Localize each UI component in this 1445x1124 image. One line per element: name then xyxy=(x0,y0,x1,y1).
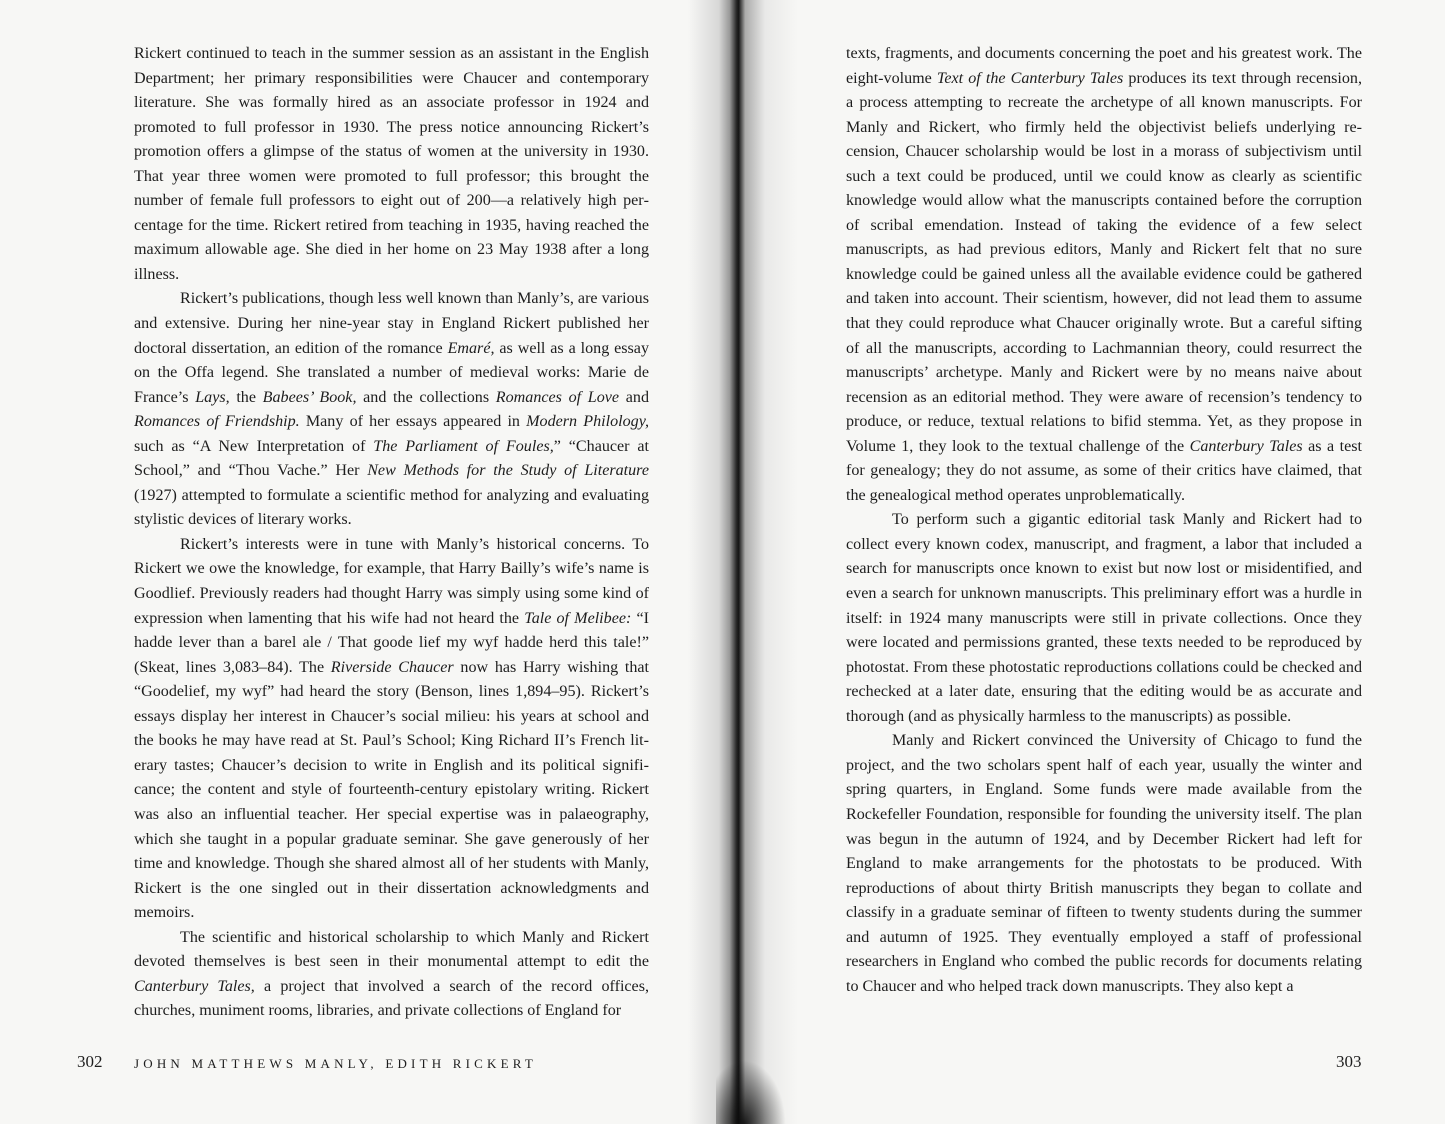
left-paragraph-1: Rickert continued to teach in the summer session as an assistant in the English Department; her primary responsibilities were Chaucer and contemporary literature. She was formally hired as an associate professor in 1924 and promoted to full professor in 1930. The press notice announcing Rickert’s promotion offers a glimpse of the status of women at the university in 1930. That year three women were promoted to full professor; this brought the number of female full professors to eight out of 200—a relatively high percentage for the time. Rickert retired from teaching in 1935, having reached the maximum allowable age. She died in her home on 23 May 1938 after a long illness. xyxy=(134,45,649,283)
gutter-bottom-shadow xyxy=(716,1060,786,1124)
left-paragraph-2: Rickert’s publications, though less well known than Manly’s, are various and extensive. During her nine-year stay in England Rickert published her doctoral dissertation, an edition of the romance Emaré, as well as a long essay on the Offa legend. She translated a number of medieval works: Marie de France’s Lays, the Babees’ Book, and the collections Romances of Love and Romances of Friendship. Many of her essays appeared in Modern Philology, such as “A New Interpretation of The Parliament of Foules,” “Chaucer at School,” and “Thou Vache.” Her New Methods for the Study of Literature (1927) attempted to formulate a scientific method for analyzing and evaluating stylistic devices of literary works. xyxy=(134,290,649,529)
right-page-body xyxy=(846,42,1362,999)
page-number-left: 302 xyxy=(77,1052,103,1071)
right-paragraph-2: To perform such a gigantic editorial task Manly and Rickert had to collect every known codex, manuscript, and fragment, a labor that included a search for manuscripts once known to exist but now lost or misidentified, and even a search for unknown manuscripts. This preliminary effort was a hurdle in itself: in 1924 many manuscripts were still in private collections. Once they were located and permissions granted, these texts needed to be reproduced by photostat. From these photostatic reproductions collations could be checked and rechecked at a later date, ensuring that the editing would be as accurate and thorough (and as physically harmless to the manuscripts) as possible. xyxy=(846,511,1362,725)
page-number-right: 303 xyxy=(1336,1052,1362,1071)
running-head: JOHN MATTHEWS MANLY, EDITH RICKERT xyxy=(134,1056,537,1071)
left-page-body xyxy=(134,42,649,1024)
left-paragraph-4: The scientific and historical scholarship to which Manly and Rickert devoted themselves is best seen in their monumental attempt to edit the Canterbury Tales, a project that involved a search of the record offices, churches, muniment rooms, libraries, and private collections of England for xyxy=(134,928,649,1020)
right-paragraph-3: Manly and Rickert convinced the University of Chicago to fund the project, and the two scholars spent half of each year, usually the winter and spring quarters, in England. Some funds were made available from the Rockefeller Foundation, responsible for founding the university itself. The plan was begun in the autumn of 1924, and by December Rickert had left for England to make arrangements for the photostats to be produced. With reproductions of about thirty British manuscripts they began to collate and classify in a graduate seminar of fifteen to twenty students during the summer and autumn of 1925. They eventually employed a staff of professional researchers in England who combed the public records for documents relating to Chaucer and who helped track down manuscripts. They also kept a xyxy=(846,732,1362,995)
right-paragraph-1: texts, fragments, and documents concerning the poet and his greatest work. The eight-volume Text of the Canterbury Tales produces its text through recension, a process attempting to recreate the archetype of all known manuscripts. For Manly and Rickert, who firmly held the objectivist beliefs underlying recension, Chaucer scholarship would be lost in a morass of subjectivism until such a text could be produced, until we could know as clearly as scientific knowledge would allow what the manuscripts contained before the corruption of scribal emendation. Instead of taking the evidence of a few select manuscripts, as had previous editors, Manly and Rickert felt that no sure knowledge could be gained unless all the available evidence could be gathered and taken into account. Their scientism, however, did not lead them to assume that they could reproduce what Chaucer originally wrote. But a careful sifting of all the manuscripts, according to Lachmannian theory, could resurrect the manuscripts’ archetype. Manly and Rickert were by no means naive about recension as an editorial method. They were aware of recension’s tendency to produce, or reduce, textual relations to bifid stemma. Yet, as they propose in Volume 1, they look to the textual challenge of the Canterbury Tales as a test for genealogy; they do not assume, as some of their critics have claimed, that the genealogical method operates unproblematically. xyxy=(846,45,1362,504)
left-paragraph-3: Rickert’s interests were in tune with Manly’s historical concerns. To Rickert we owe the knowledge, for example, that Harry Bailly’s wife’s name is Goodlief. Previously readers had thought Harry was simply using some kind of expression when lamenting that his wife had not heard the Tale of Melibee: “I hadde lever than a barel ale / That goode lief my wyf hadde herd this tale!” (Skeat, lines 3,083–84). The Riverside Chaucer now has Harry wishing that “Goodelief, my wyf” had heard the story (Benson, lines 1,894–95). Rickert’s essays display her interest in Chaucer’s social milieu: his years at school and the books he may have read at St. Paul’s School; King Richard II’s French literary tastes; Chaucer’s decision to write in English and its political significance; the content and style of fourteenth-century epistolary writing. Rickert was also an influential teacher. Her special expertise was in palaeography, which she taught in a popular graduate seminar. She gave generously of her time and knowledge. Though she shared almost all of her students with Manly, Rickert is the one singled out in their dissertation acknowledgments and memoirs. xyxy=(134,535,650,922)
book-gutter-shadow xyxy=(688,0,798,1124)
